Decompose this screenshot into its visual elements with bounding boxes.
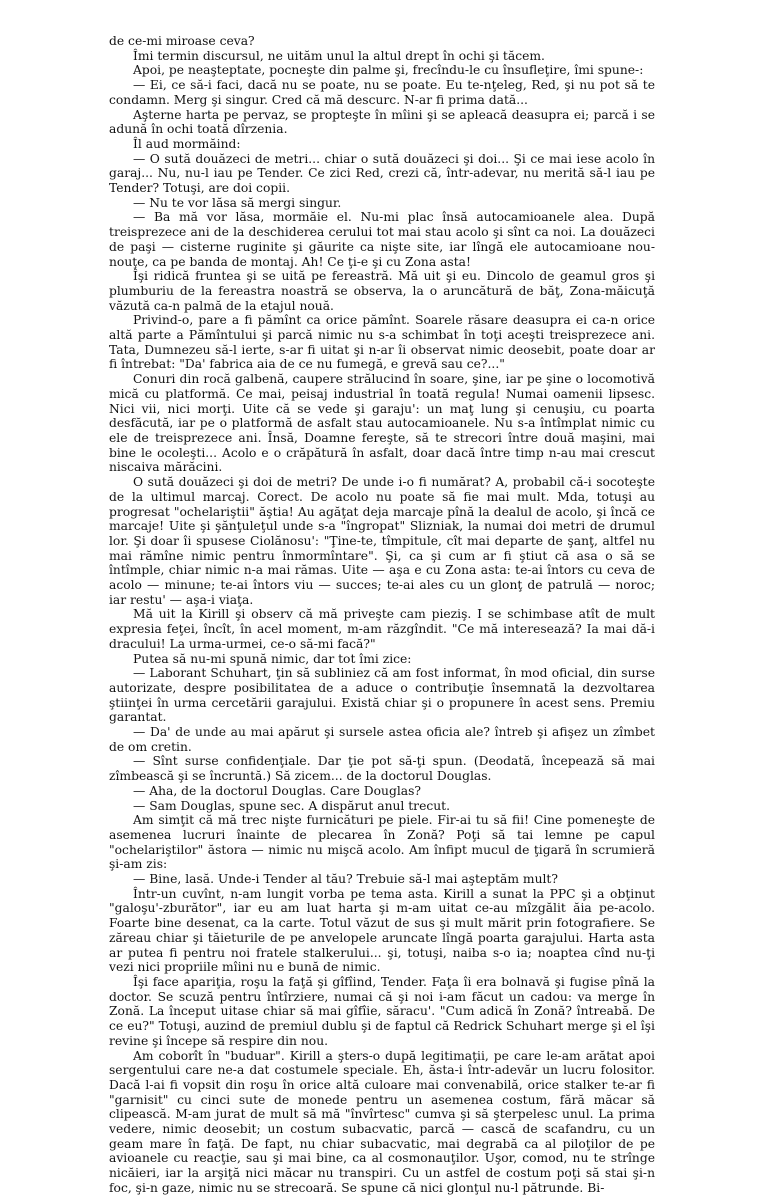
paragraph: — Sînt surse confidenţiale. Dar ţie pot să-ţi spun. (Deodată, începează să mai zîmbească şi se încruntă.) Să zicem... de la doctorul Douglas. — [109, 754, 655, 784]
paragraph: Conuri din rocă galbenă, caupere strălucind în soare, şine, iar pe şine o locomotivă mică cu platformă. Ce mai, peisaj industrial în toată regula! Numai oamenii lipsesc. Nici vii, nici morţi. Uite că se vede şi garaju': un maţ lung şi cenuşiu, cu poarta desfăcută, iar pe o platformă de asfalt stau autocamioanele. Nu s-a întîmplat nimic cu ele de treisprezece ani. Însă, Doamne fereşte, să te strecori între două maşini, mai bine le ocoleşti... Acolo e o crăpătură în asfalt, doar dacă între timp n-au mai crescut niscaiva mărăcini. — [109, 372, 655, 475]
paragraph: Îl aud mormăind: — [133, 136, 241, 151]
paragraph: — Ei, ce să-i faci, dacă nu se poate, nu se poate. Eu te-nţeleg, Red, şi nu pot să te condamn. Merg şi singur. Cred că mă descurc. N-ar fi prima dată... — [109, 78, 655, 107]
paragraph: — Da' de unde au mai apărut şi sursele astea oficia ale? întreb şi afişez un zîmbet de om cretin. — [109, 725, 655, 754]
paragraph: Am simţit că mă trec nişte furnicături pe piele. Fir-ai tu să fii! Cine pomeneşte de asemenea lucruri înainte de plecarea în Zonă? Poţi să tai lemne pe capul "ochelariştilor" ăstora — nimic nu mişcă acolo. Am înfipt mucul de ţigară în scrumieră şi-am zis: — [109, 813, 655, 872]
paragraph: Am coborît în "buduar". Kirill a şters-o după legitimaţii, pe care le-am arătat apoi sergentului care ne-a dat costumele speciale. Eh, ăsta-i într-adevăr un lucru folositor. Dacă l-ai fi vopsit din roşu în orice altă culoare mai convenabilă, orice stalker te-ar fi "garnisit" cu cinci sute de monede pentru un asemenea costum, fără măcar să clipească. M-am jurat de mult să mă "învîrtesc" cumva şi să şterpelesc unul. La prima vedere, nimic deosebit; un costum subacvatic, parcă — cască de scafandru, cu un geam mare în faţă. De fapt, nu chiar subacvatic, mai degrabă ca al piloţilor de pe avioanele cu reacţie, sau şi mai bine, ca al cosmonauţilor. Uşor, comod, nu te strînge nicăieri, iar la arşiţă nici măcar nu transpiri. Cu un astfel de costum poţi să stai şi-n foc, şi-n gaze, nimic nu se strecoară. Se spune că nici glonţul nu-l pătrunde. Bi- — [109, 1048, 655, 1195]
paragraph: Într-un cuvînt, n-am lungit vorba pe tema asta. Kirill a sunat la PPC şi a obţinut "galoşu'-zburător", iar eu am luat harta şi m-am uitat ce-au mîzgălit ăia pe-acolo. Foarte bine desenat, ca la carte. Totul văzut de sus şi mult mărit prin fotografiere. Se zăreau chiar şi tăieturile de pe anvelopele aruncate lîngă poarta garajului. Harta asta ar putea fi pentru noi fratele stalkerului... şi, totuşi, naiba s-o ia; noaptea cînd nu-ţi vezi nici propriile mîini nu e bună de nimic. — [109, 886, 655, 975]
paragraph: — O sută douăzeci de metri... chiar o sută douăzeci şi doi... Şi ce mai iese acolo în garaj... Nu, nu-l iau pe Tender. Ce zici Red, crezi că, într-adevar, nu merită să-l iau pe Tender? Totuşi, are doi copii. — [109, 151, 655, 196]
paragraph: — Laborant Schuhart, ţin să subliniez că am fost informat, în mod oficial, din surse autorizate, despre posibilitatea de a aduce o contribuţie însemnată la dezvoltarea ştiinţei în urma cercetării garajului. Există chiar şi o propunere în acest sens. Premiu garantat. — [109, 666, 655, 725]
paragraph: Putea să nu-mi spună nimic, dar tot îmi zice: — [133, 651, 412, 666]
paragraph: — Bine, lasă. Unde-i Tender al tău? Trebuie să-l mai aşteptăm mult? — [133, 872, 558, 887]
paragraph: Apoi, pe neaşteptate, pocneşte din palme şi, frecîndu-le cu însufleţire, îmi spune-: — [133, 63, 644, 78]
paragraph: Îşi face apariţia, roşu la faţă şi gîfîind, Tender. Faţa îi era bolnavă şi fugise pînă la doctor. Se scuză pentru întîrziere, numai că şi noi i-am făcut un cadou: va merge în Zonă. La început uitase chiar să mai gîfîie, săracu'. "Cum adică în Zonă? întreabă. De ce eu?" Totuşi, auzind de premiul dublu şi de faptul că Redrick Schuhart merge şi el îşi revine şi începe să respire din nou. — [109, 975, 655, 1048]
paragraph: — Aha, de la doctorul Douglas. Care Douglas? — [133, 783, 422, 798]
paragraph: Aşterne harta pe pervaz, se propteşte în mîini şi se apleacă deasupra ei; parcă i se adună în ochi toată dîrzenia. — [109, 107, 655, 137]
paragraph: Îşi ridică fruntea şi se uită pe fereastră. Mă uit şi eu. Dincolo de geamul gros şi plumburiu de la fereastra noastră se observa, la o aruncătură de băţ, Zona-măicuţă văzută ca-n palmă de la etajul nouă. — [109, 269, 655, 313]
paragraph: — Nu te vor lăsa să mergi singur. — [133, 195, 342, 210]
paragraph: O sută douăzeci şi doi de metri? De unde i-o fi numărat? A, probabil că-i socoteşte de la ultimul marcaj. Corect. De acolo nu poate să fie mai mult. Mda, totuşi au progresat "ochelariştii" ăştia! Au agăţat deja marcaje pînă la dealul de acolo, şi încă ce marcaje! Uite şi şănţuleţul unde s-a "îngropat" Slizniak, la numai doi metri de drumul lor. Şi doar îi spusese Ciolănosu': "Ţine-te, tîmpitule, cît mai departe de şanţ, altfel nu mai rămîne nimic pentru înmormîntare". Şi, ca şi cum ar fi ştiut că asa o să se întîmple, chiar nimic n-a mai rămas. Uite — aşa e cu Zona asta: te-ai întors cu ceva de acolo — minune; te-ai întors viu — succes; te-ai ales cu un glonţ de patrulă — noroc; iar restu' — aşa-i viaţa. — [109, 475, 655, 607]
paragraph: Privind-o, pare a fi pămînt ca orice pămînt. Soarele răsare deasupra ei ca-n orice altă parte a Pămîntului şi parcă nimic nu s-a schimbat în toţi aceşti treisprezece ani. Tata, Dumnezeu să-l ierte, s-ar fi uitat şi n-ar îi observat nimic deosebit, poate doar ar fi întrebat: "Da' fabrica aia de ce nu fumegă, e grevă sau ce?..." — [109, 313, 655, 372]
paragraph: — Sam Douglas, spune sec. A dispărut anul trecut. — [133, 798, 450, 813]
paragraph: Mă uit la Kirill şi observ că mă priveşte cam pieziş. I se schimbase atît de mult expresia feţei, încît, în acel moment, m-am răzgîndit. "Ce mă interesează? Ia mai dă-i dracului! La urma-urmei, ce-o să-mi facă?" — [109, 607, 655, 651]
document-page — [109, 34, 655, 1196]
paragraph: de ce-mi miroase ceva? — [109, 34, 255, 48]
paragraph: — Ba mă vor lăsa, mormăie el. Nu-mi plac însă autocamioanele alea. După treisprezece ani de la deschiderea cerului tot mai stau acolo şi sînt ca noi. La douăzeci de paşi — cisterne ruginite şi găurite ca nişte site, iar lîngă ele autocamioane nou-nouţe, ca pe banda de montaj. Ah! Ce ţi-e şi cu Zona asta! — [109, 210, 655, 269]
paragraph: Îmi termin discursul, ne uităm unul la altul drept în ochi şi tăcem. — [133, 48, 545, 63]
